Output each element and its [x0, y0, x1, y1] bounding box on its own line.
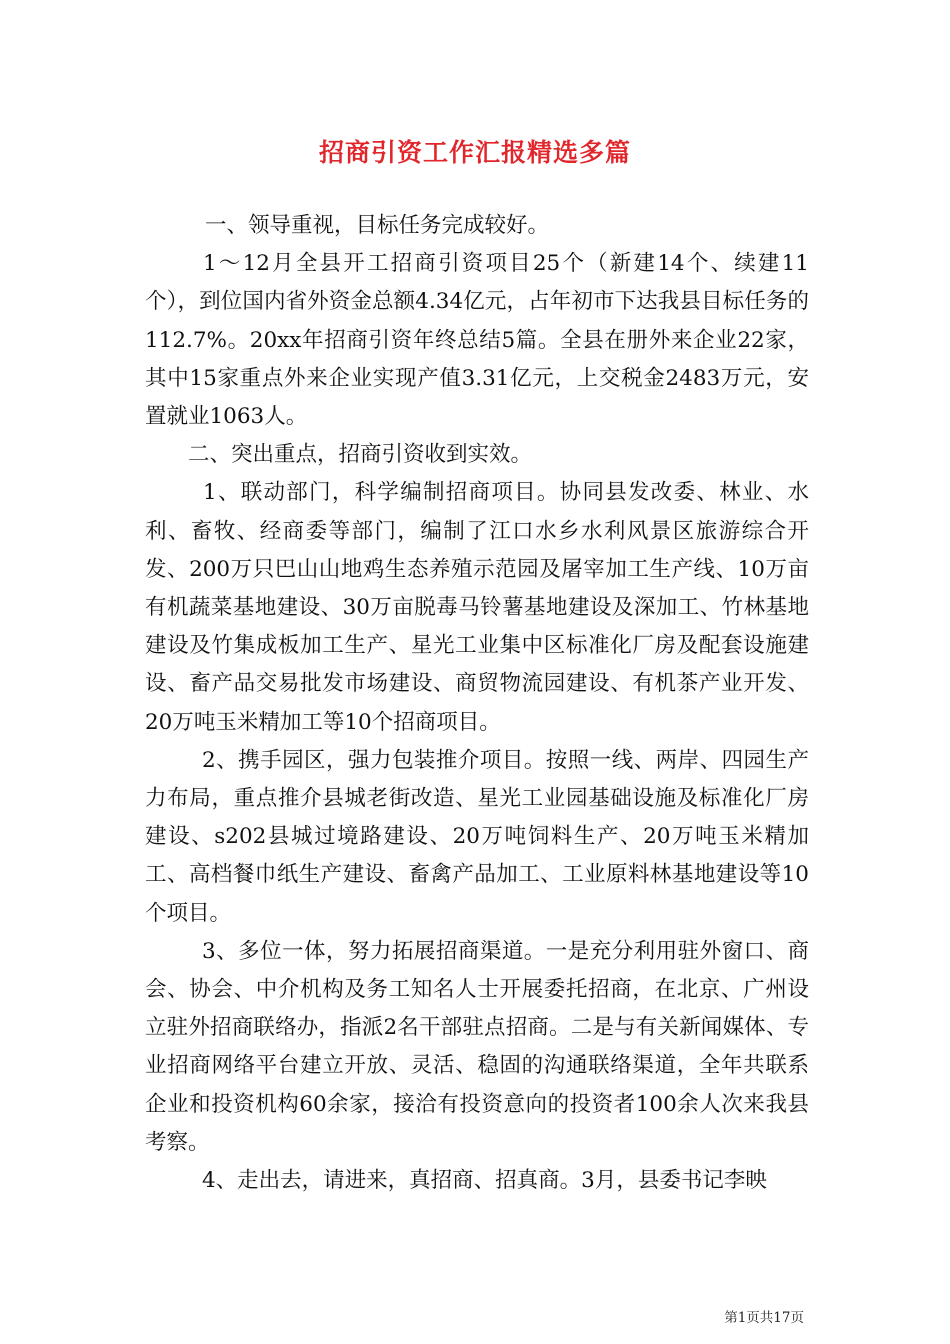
document-body: [145, 207, 809, 1200]
paragraph-item-1: 1、联动部门，科学编制招商项目。协同县发改委、林业、水利、畜牧、经商委等部门，编制了江口水乡水利风景区旅游综合开发、200万只巴山山地鸡生态养殖示范园及屠宰加工生产线、10万亩有机蔬菜基地建设、30万亩脱毒马铃薯基地建设及深加工、竹林基地建设及竹集成板加工生产、星光工业集中区标准化厂房及配套设施建设、畜产品交易批发市场建设、商贸物流园建设、有机茶产业开发、20万吨玉米精加工等10个招商项目。: [145, 480, 809, 735]
page-title: 招商引资工作汇报精选多篇: [318, 138, 631, 167]
section-heading-2: 二、突出重点，招商引资收到实效。: [188, 442, 533, 468]
paragraph-item-2: 2、携手园区，强力包装推介项目。按照一线、两岸、四园生产力布局，重点推介县城老街改造、星光工业园基础设施及标准化厂房建设、s202县城过境路建设、20万吨饲料生产、20万吨玉米精加工、高档餐巾纸生产建设、畜禽产品加工、工业原料林基地建设等10个项目。: [145, 747, 809, 926]
paragraph-item-3: 3、多位一体，努力拓展招商渠道。一是充分利用驻外窗口、商会、协会、中介机构及务工知名人士开展委托招商，在北京、广州设立驻外招商联络办，指派2名干部驻点招商。二是与有关新闻媒体、专业招商网络平台建立开放、灵活、稳固的沟通联络渠道，全年共联系企业和投资机构60余家，接洽有投资意向的投资者100余人次来我县考察。: [145, 938, 809, 1155]
paragraph-summary: 1～12月全县开工招商引资项目25个（新建14个、续建11个），到位国内省外资金总额4.34亿元，占年初市下达我县目标任务的112.7%。20xx年招商引资年终总结5篇。全县在册外来企业22家，其中15家重点外来企业实现产值3.31亿元，上交税金2483万元，安置就业1063人。: [145, 251, 809, 430]
page-footer: 第1页共17页: [724, 1310, 804, 1326]
section-heading-1: 一、领导重视，目标任务完成较好。: [205, 213, 550, 238]
paragraph-item-4: 4、走出去，请进来，真招商、招真商。3月，县委书记李映: [202, 1168, 767, 1194]
